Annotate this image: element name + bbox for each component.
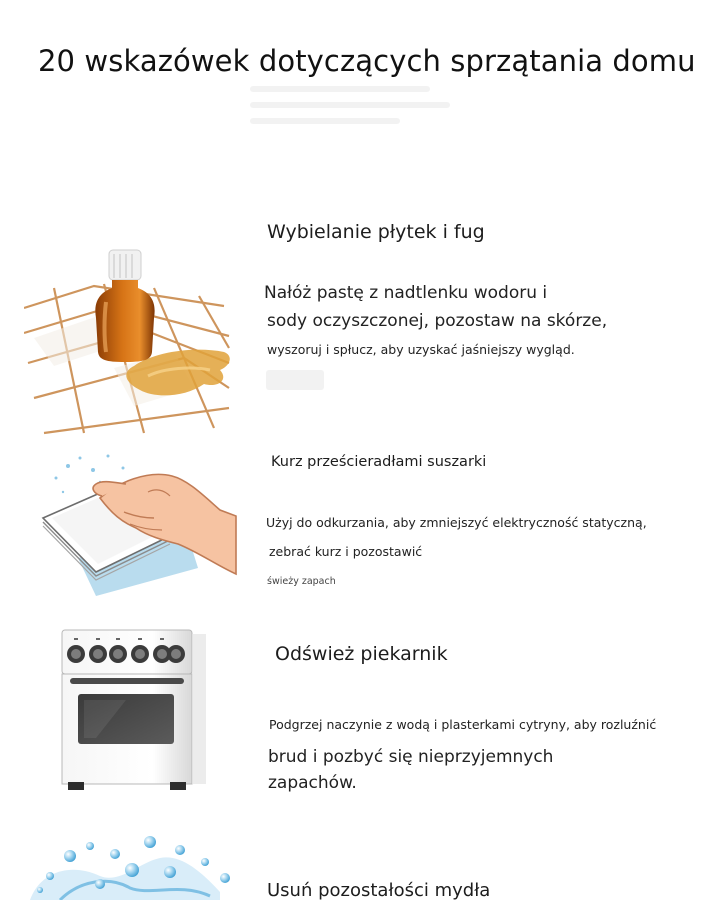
tip-text-line: sody oczyszczonej, pozostaw na skórze,: [267, 311, 608, 331]
tip-text-line: Nałóż pastę z nadtlenku wodoru i: [264, 283, 548, 303]
tip-text-line: Podgrzej naczynie z wodą i plasterkami cytryny, aby rozluźnić: [269, 717, 657, 732]
tip-heading: Odśwież piekarnik: [275, 643, 448, 665]
water-splash-icon: [20, 832, 240, 900]
tip-text-line: zebrać kurz i pozostawić: [269, 544, 423, 559]
tip-text-line: brud i pozbyć się nieprzyjemnych: [268, 747, 554, 767]
tip-text-line: wyszoruj i spłucz, aby uzyskać jaśniejszy wygląd.: [267, 342, 575, 357]
dryer-sheet-hand-icon: [38, 448, 238, 598]
faded-background-text: [250, 86, 450, 134]
tip-text-line: świeży zapach: [267, 576, 336, 587]
tip-heading: Usuń pozostałości mydła: [267, 880, 491, 900]
tip-text-line: zapachów.: [268, 773, 357, 793]
oven-icon: [56, 626, 212, 794]
faded-background-text: [266, 370, 324, 390]
tip-heading: Wybielanie płytek i fug: [267, 221, 485, 243]
tip-text-line: Użyj do odkurzania, aby zmniejszyć elektryczność statyczną,: [266, 515, 647, 530]
page-title: 20 wskazówek dotyczących sprzątania domu: [38, 44, 696, 78]
tip-heading: Kurz prześcieradłami suszarki: [271, 454, 487, 470]
peroxide-bottle-icon: [24, 248, 234, 438]
